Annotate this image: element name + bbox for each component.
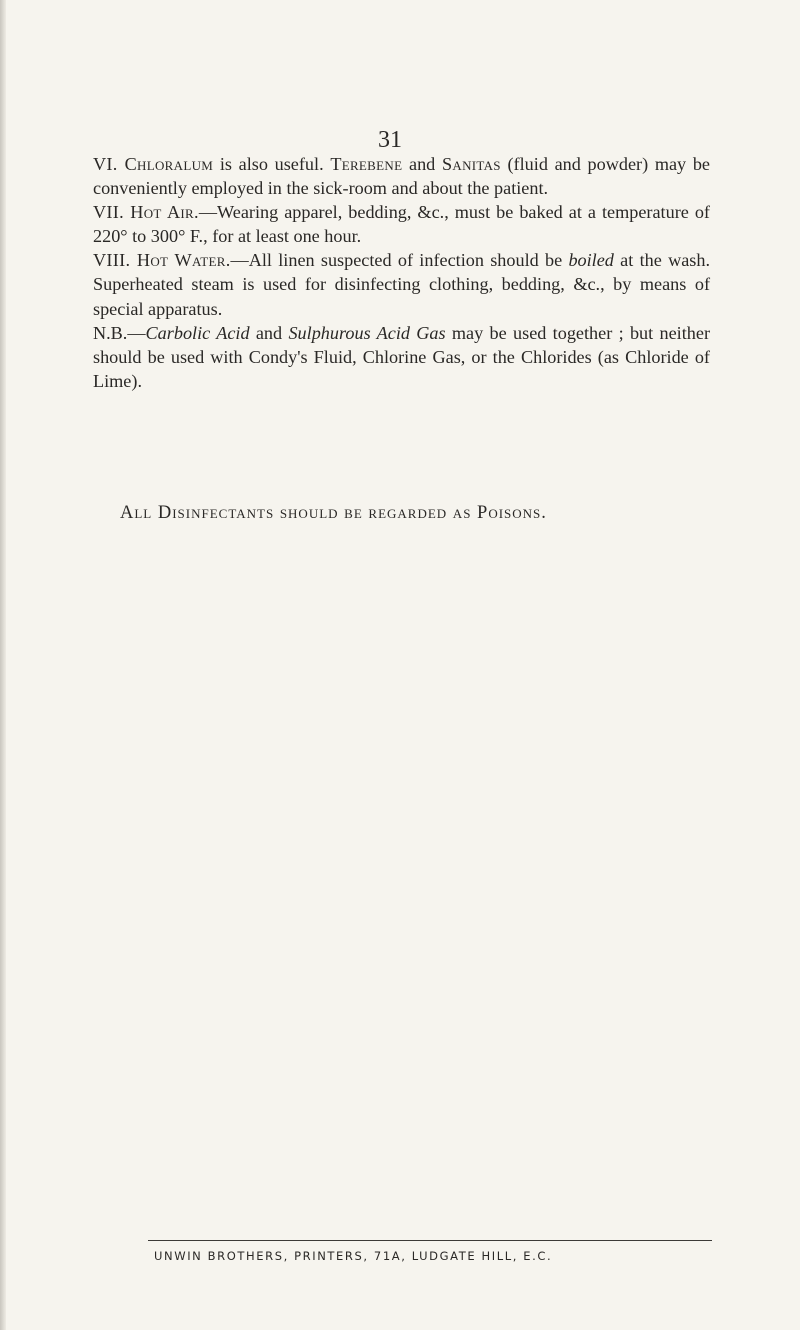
paragraph-nota-bene: N.B.—Carbolic Acid and Sulphurous Acid Gas may be used together ; but neither should be used with Condy's Fluid, Chlorine Gas, or the Chlorides (as Chloride of Lime). [93, 322, 711, 391]
paragraph-hot-water: VIII. Hot Water.—All linen suspected of infection should be boiled at the wash. Superheated steam is used for disinfecting clothing, bedding, &c., by means of special apparatus. [93, 250, 710, 319]
term-sanitas: Sanitas [441, 154, 501, 174]
printer-imprint: UNWIN BROTHERS, PRINTERS, 71A, LUDGATE HILL, E.C. [154, 1249, 553, 1263]
heading-chloralum: VI. Chloralum [93, 154, 214, 174]
poison-warning: All Disinfectants should be regarded as Poisons. [120, 503, 547, 523]
term-carbolic-acid: Carbolic Acid [145, 322, 250, 343]
emphasis-boiled: boiled [568, 250, 614, 271]
page-number: 31 [378, 127, 402, 153]
heading-hot-air: VII. Hot Air. [93, 202, 199, 223]
term-terebene: Terebene [330, 154, 403, 174]
heading-hot-water: VIII. Hot Water. [93, 250, 231, 271]
paragraph-chloralum: VI. Chloralum is also useful. Terebene and Sanitas (fluid and powder) may be conveniently employed in the sick-room and about the patient. [93, 154, 710, 199]
paragraph-hot-air: VII. Hot Air.—Wearing apparel, bedding, &c., must be baked at a temperature of 220° to 300° F., for at least one hour. [93, 202, 710, 247]
binding-edge [0, 0, 6, 1330]
heading-nota-bene: N.B.— [93, 322, 146, 343]
footer-rule [148, 1240, 712, 1241]
term-sulphurous-acid-gas: Sulphurous Acid Gas [288, 322, 446, 343]
body-text [93, 152, 710, 393]
